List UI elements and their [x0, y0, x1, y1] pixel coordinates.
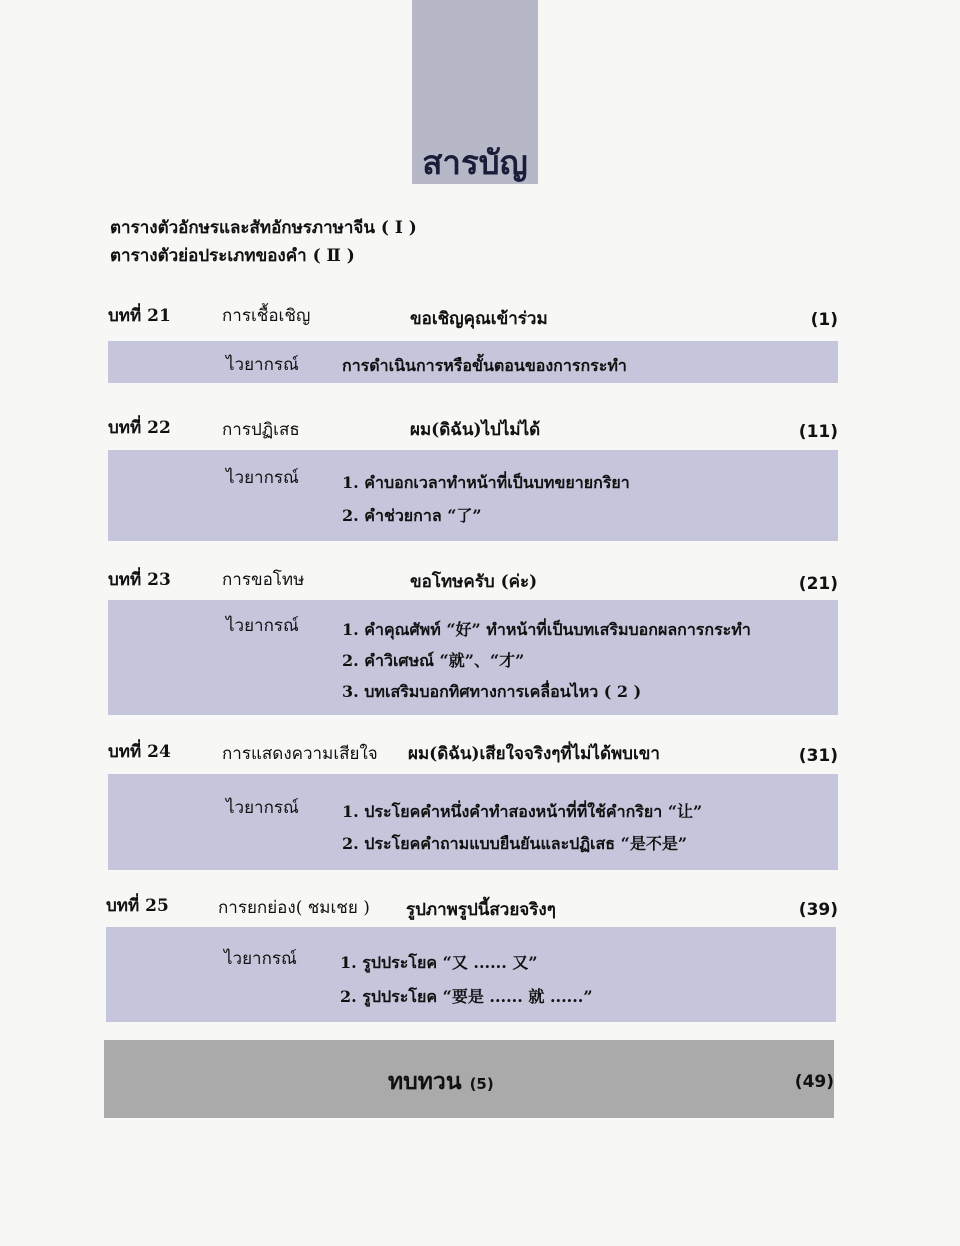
grammar-box	[108, 600, 838, 715]
lesson-topic: การปฏิเสธ	[222, 420, 300, 440]
grammar-label: ไวยากรณ์	[224, 949, 297, 969]
lesson-number: บทที่ 25	[106, 896, 169, 916]
lesson-topic: การยกย่อง( ชมเชย )	[218, 898, 370, 918]
front-matter-item: ตารางตัวอักษรและสัทอักษรภาษาจีน ( Ⅰ )	[110, 218, 417, 238]
grammar-label: ไวยากรณ์	[226, 798, 299, 818]
lesson-number: บทที่ 24	[108, 742, 171, 762]
review-title: ทบทวน	[388, 1068, 462, 1095]
grammar-point: 1. คำบอกเวลาทำหน้าที่เป็นบทขยายกริยา	[342, 473, 630, 492]
lesson-topic: การแสดงความเสียใจ	[222, 744, 378, 764]
lesson-title: รูปภาพรูปนี้สวยจริงๆ	[406, 900, 556, 920]
lesson-title: ขอโทษครับ (ค่ะ)	[410, 572, 538, 592]
grammar-point: 1. รูปประโยค “又 ...... 又”	[340, 953, 538, 972]
review-number: (5)	[469, 1075, 494, 1093]
lesson-page-number: (39)	[798, 900, 838, 920]
lesson-number: บทที่ 21	[108, 306, 171, 326]
grammar-point: 2. คำช่วยกาล “了”	[342, 506, 482, 525]
lesson-page-number: (21)	[798, 574, 838, 594]
lesson-number: บทที่ 23	[108, 570, 171, 590]
grammar-point: 2. รูปประโยค “要是 ...... 就 ......”	[340, 987, 593, 1006]
grammar-point: 2. ประโยคคำถามแบบยืนยันและปฏิเสธ “是不是”	[342, 834, 688, 853]
front-matter-item: ตารางตัวย่อประเภทของคำ ( Ⅱ )	[110, 246, 355, 266]
lesson-topic: การขอโทษ	[222, 570, 305, 590]
review-entry	[104, 1040, 834, 1118]
grammar-box	[106, 927, 836, 1022]
grammar-label: ไวยากรณ์	[226, 355, 299, 375]
lesson-title: ขอเชิญคุณเข้าร่วม	[410, 309, 548, 329]
grammar-point: การดำเนินการหรือขั้นตอนของการกระทำ	[342, 356, 627, 375]
grammar-point: 2. คำวิเศษณ์ “就”、“才”	[342, 651, 525, 670]
lesson-title: ผม(ดิฉัน)เสียใจจริงๆที่ไม่ได้พบเขา	[408, 744, 660, 764]
lesson-title: ผม(ดิฉัน)ไปไม่ได้	[410, 420, 541, 440]
grammar-label: ไวยากรณ์	[226, 616, 299, 636]
grammar-point: 1. ประโยคคำหนึ่งคำทำสองหน้าที่ที่ใช้คำกริยา “让”	[342, 802, 703, 821]
lesson-topic: การเชื้อเชิญ	[222, 306, 311, 326]
review-label	[388, 1064, 494, 1100]
grammar-box	[108, 450, 838, 541]
lesson-page-number: (11)	[798, 422, 838, 442]
page-title: สารบัญ	[422, 143, 528, 182]
grammar-label: ไวยากรณ์	[226, 468, 299, 488]
lesson-page-number: (1)	[810, 310, 838, 330]
review-page-number: (49)	[794, 1072, 834, 1092]
lesson-page-number: (31)	[798, 746, 838, 766]
lesson-number: บทที่ 22	[108, 418, 171, 438]
grammar-box	[108, 774, 838, 870]
grammar-point: 3. บทเสริมบอกทิศทางการเคลื่อนไหว ( 2 )	[342, 682, 642, 701]
grammar-point: 1. คำคุณศัพท์ “好” ทำหน้าที่เป็นบทเสริมบอกผลการกระทำ	[342, 620, 751, 639]
grammar-box	[108, 341, 838, 383]
